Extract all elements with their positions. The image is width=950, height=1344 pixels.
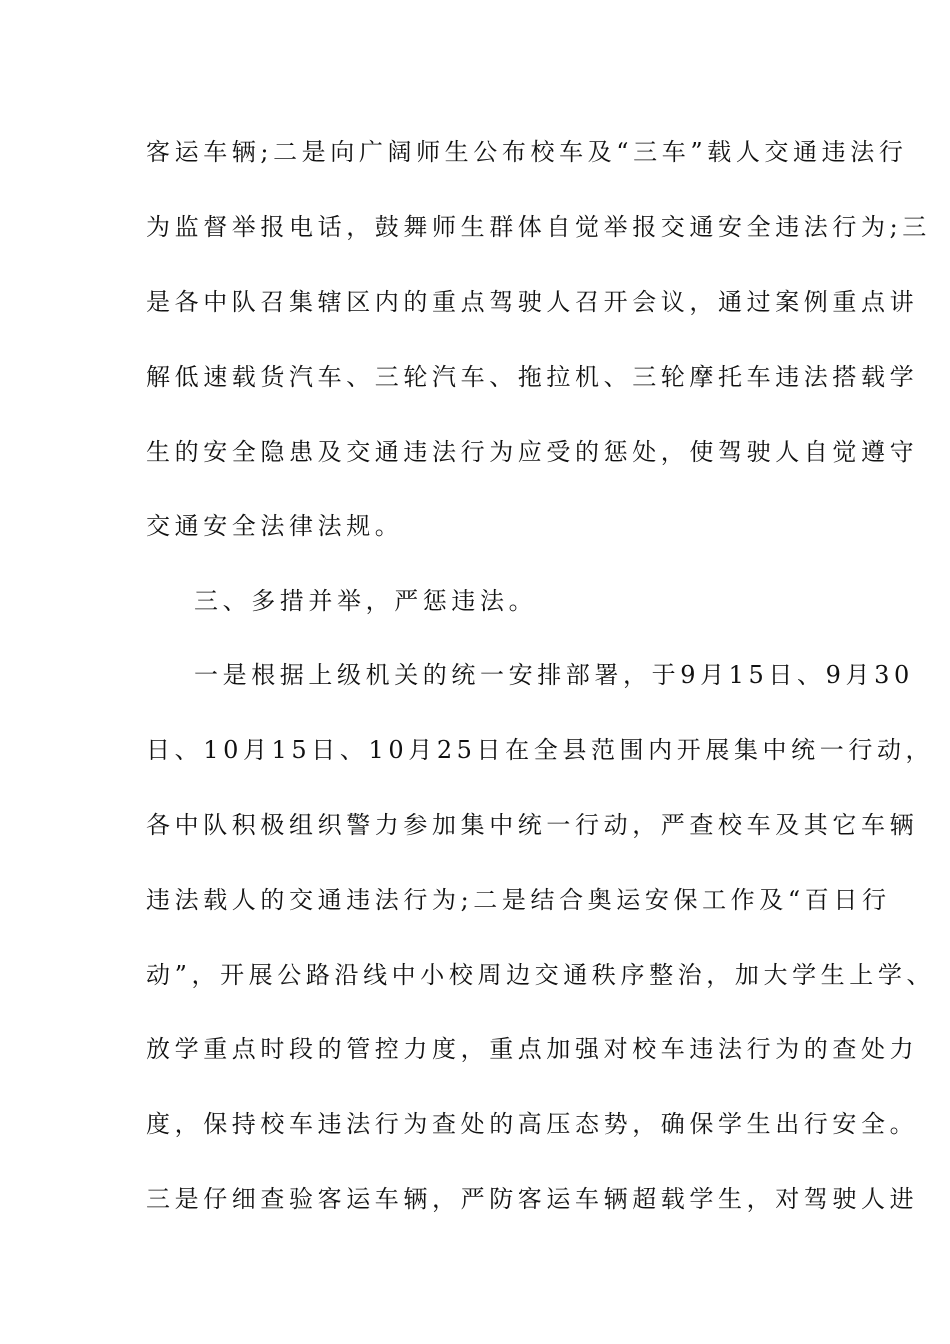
text-line: 违法载人的交通违法行为;二是结合奥运安保工作及“百日行 [146,886,891,914]
text-line: 各中队积极组织警力参加集中统一行动，严查校车及其它车辆 [146,811,919,839]
text-line: 生的安全隐患及交通违法行为应受的惩处，使驾驶人自觉遵守 [146,438,919,466]
text-line: 解低速载货汽车、三轮汽车、拖拉机、三轮摩托车违法搭载学 [146,363,919,391]
text-line: 是各中队召集辖区内的重点驾驶人召开会议，通过案例重点讲 [146,288,919,316]
text-line: 三是仔细查验客运车辆，严防客运车辆超载学生，对驾驶人进 [146,1185,919,1213]
text-line: 交通安全法律法规。 [146,512,404,540]
text-line: 日、10月15日、10月25日在全县范围内开展集中统一行动， [146,736,935,764]
text-line: 一是根据上级机关的统一安排部署，于9月15日、9月30 [194,661,914,689]
text-line: 动”，开展公路沿线中小校周边交通秩序整治，加大学生上学、 [146,961,936,989]
section-heading: 三、多措并举，严惩违法。 [194,587,538,615]
text-line: 放学重点时段的管控力度，重点加强对校车违法行为的查处力 [146,1035,919,1063]
text-line: 度，保持校车违法行为查处的高压态势，确保学生出行安全。 [146,1110,919,1138]
text-line: 为监督举报电话，鼓舞师生群体自觉举报交通安全违法行为;三 [146,213,931,241]
text-line: 客运车辆;二是向广阔师生公布校车及“三车”载人交通违法行 [146,138,908,166]
